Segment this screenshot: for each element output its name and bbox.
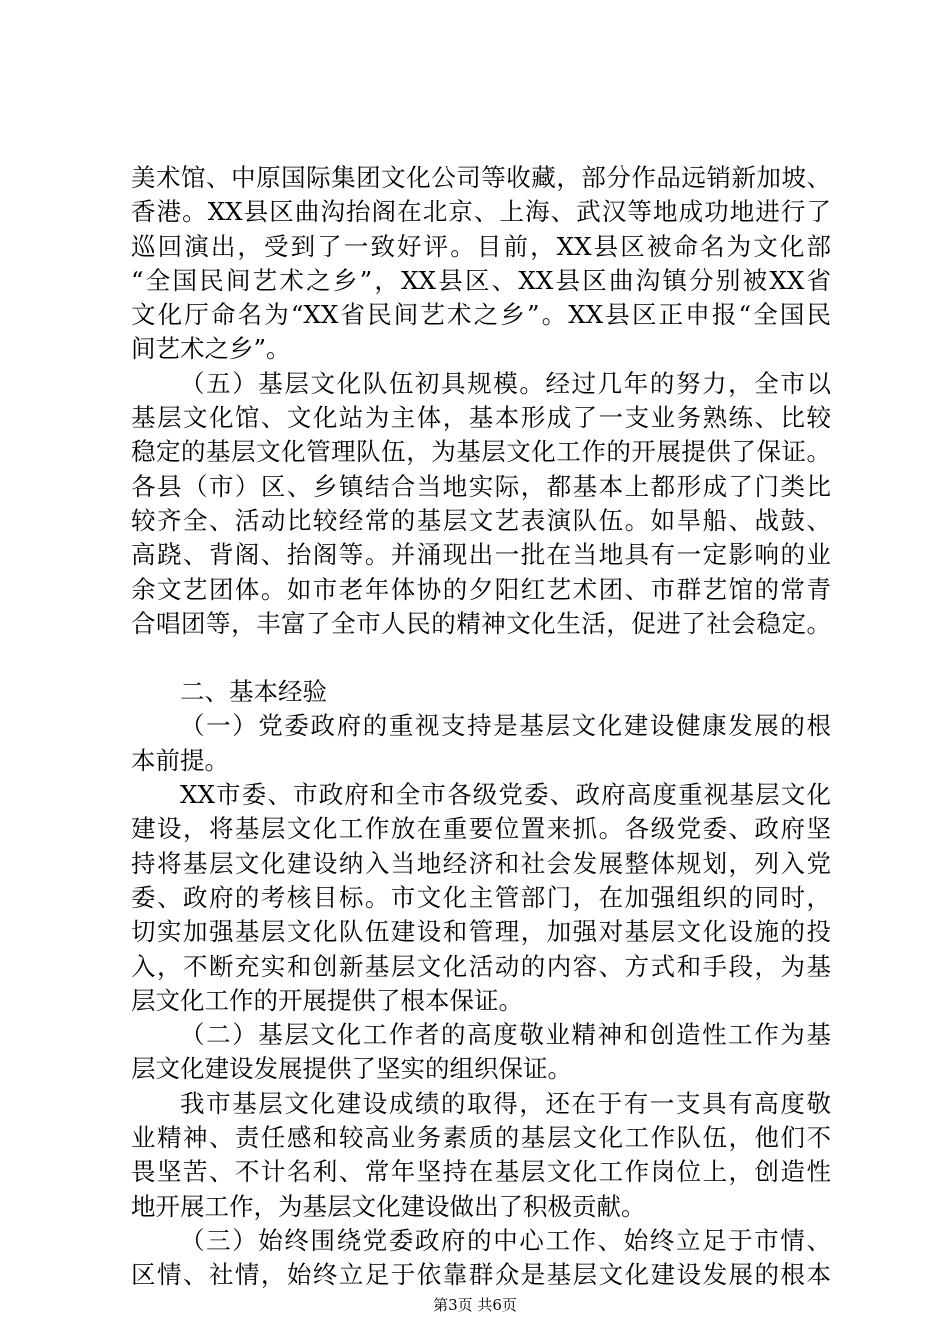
text-line: 香港。XX县区曲沟抬阁在北京、上海、武汉等地成功地进行了 [131,197,831,227]
text-line: 我市基层文化建设成绩的取得，还在于有一支具有高度敬 [180,1088,831,1118]
text-line: 入，不断充实和创新基层文化活动的内容、方式和手段，为基 [131,951,831,981]
text-line: 巡回演出，受到了一致好评。目前，XX县区被命名为文化部 [131,231,831,261]
section-heading: 二、基本经验 [180,677,327,707]
text-line: （五）基层文化队伍初具规模。经过几年的努力，全市以 [180,368,831,398]
text-line: 美术馆、中原国际集团文化公司等收藏，部分作品远销新加坡、 [131,163,831,192]
text-line: 层文化建设发展提供了坚实的组织保证。 [131,1054,572,1084]
text-line: 切实加强基层文化队伍建设和管理，加强对基层文化设施的投 [131,917,831,947]
text-line: 业精神、责任感和较高业务素质的基层文化工作队伍，他们不 [131,1123,831,1153]
text-line: 委、政府的考核目标。市文化主管部门，在加强组织的同时， [131,882,831,912]
text-line: 稳定的基层文化管理队伍，为基层文化工作的开展提供了保证。 [131,437,831,467]
text-line: 高跷、背阁、抬阁等。并涌现出一批在当地具有一定影响的业 [131,540,831,570]
text-line: 合唱团等，丰富了全市人民的精神文化生活，促进了社会稳定。 [131,608,831,638]
text-line: 区情、社情，始终立足于依靠群众是基层文化建设发展的根本 [131,1260,831,1290]
text-line: 各县（市）区、乡镇结合当地实际，都基本上都形成了门类比 [131,471,831,501]
text-line: 较齐全、活动比较经常的基层文艺表演队伍。如旱船、战鼓、 [131,505,831,535]
text-line: 本前提。 [131,745,229,775]
text-line: 文化厅命名为“XX省民间艺术之乡”。XX县区正申报“全国民 [131,300,831,330]
text-line: 畏坚苦、不计名利、常年坚持在基层文化工作岗位上，创造性 [131,1157,831,1187]
page-number: 第3页 共6页 [433,1296,517,1314]
text-line: “全国民间艺术之乡”，XX县区、XX县区曲沟镇分别被XX省 [131,265,831,295]
text-line: （二）基层文化工作者的高度敬业精神和创造性工作为基 [180,1020,831,1050]
text-line: XX市委、市政府和全市各级党委、政府高度重视基层文化 [180,780,831,810]
text-line: 层文化工作的开展提供了根本保证。 [131,985,523,1015]
text-line: 间艺术之乡”。 [131,334,291,364]
document-body [131,161,831,1293]
text-line: 地开展工作，为基层文化建设做出了积极贡献。 [131,1191,646,1221]
text-line: （一）党委政府的重视支持是基层文化建设健康发展的根 [180,711,831,741]
text-line: 持将基层文化建设纳入当地经济和社会发展整体规划，列入党 [131,848,831,878]
text-line: 基层文化馆、文化站为主体，基本形成了一支业务熟练、比较 [131,403,831,433]
text-line: 建设，将基层文化工作放在重要位置来抓。各级党委、政府坚 [131,814,831,844]
text-line: 余文艺团体。如市老年体协的夕阳红艺术团、市群艺馆的常青 [131,574,831,604]
text-line: （三）始终围绕党委政府的中心工作、始终立足于市情、 [180,1225,831,1255]
